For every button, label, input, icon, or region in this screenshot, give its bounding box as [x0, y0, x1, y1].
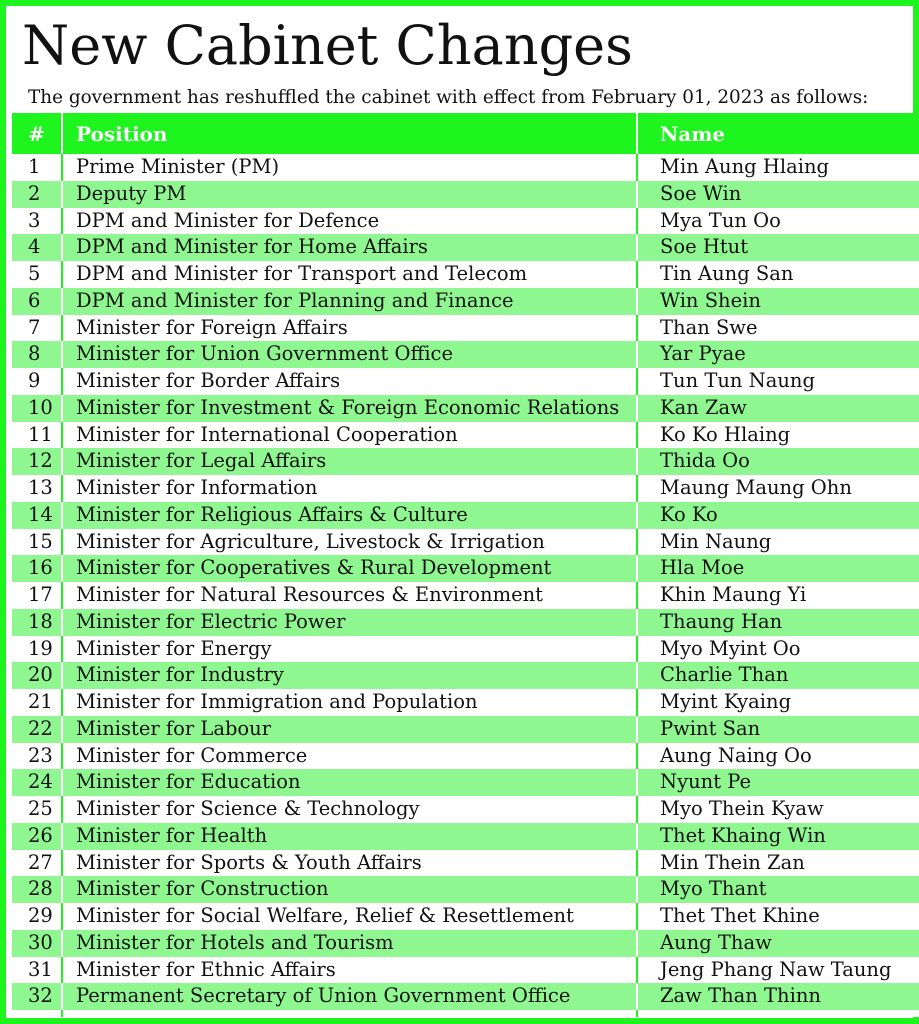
row-number: 4: [28, 235, 41, 259]
row-name: Khin Maung Yi: [636, 582, 919, 609]
row-name: Tun Tun Naung: [636, 368, 919, 395]
row-name: Ko Ko Hlaing: [636, 422, 919, 449]
table-row: [12, 422, 919, 449]
row-position: Minister for Foreign Affairs: [61, 315, 636, 342]
row-position: Minister for Construction: [61, 876, 636, 903]
row-name: Soe Win: [636, 181, 919, 208]
table-row: [12, 154, 919, 181]
table-row: [12, 609, 919, 636]
table-row: [12, 930, 919, 957]
row-name: Min Naung: [636, 529, 919, 556]
row-position: Minister for Industry: [61, 662, 636, 689]
row-position: Minister for International Cooperation: [61, 422, 636, 449]
row-number: 20: [28, 663, 53, 687]
table-row: [12, 555, 919, 582]
row-position: Prime Minister (PM): [61, 154, 636, 181]
row-number: 18: [28, 609, 53, 633]
row-position: Minister for Energy: [61, 636, 636, 663]
row-position: Minister for Labour: [61, 716, 636, 743]
table-row: [12, 957, 919, 984]
row-position: Minister for Religious Affairs & Culture: [61, 502, 636, 529]
table-row: [12, 395, 919, 422]
table-row: [12, 315, 919, 342]
row-position: DPM and Minister for Planning and Finance: [61, 288, 636, 315]
row-number: 11: [28, 422, 53, 446]
table-row: [12, 529, 919, 556]
table-row: [12, 288, 919, 315]
row-number: 7: [28, 315, 41, 339]
row-name: Charlie Than: [636, 662, 919, 689]
row-position: Minister for Commerce: [61, 743, 636, 770]
table-row: [12, 502, 919, 529]
table-row: [12, 876, 919, 903]
row-position: Minister for Electric Power: [61, 609, 636, 636]
row-position: Minister for Ethnic Affairs: [61, 957, 636, 984]
row-number: 2: [28, 181, 41, 205]
row-name: Nyunt Pe: [636, 769, 919, 796]
row-name: Myint Kyaing: [636, 689, 919, 716]
row-number: 8: [28, 342, 41, 366]
row-position: Minister for Social Welfare, Relief & Resettlement: [61, 903, 636, 930]
row-number: 9: [28, 369, 41, 392]
row-number: 13: [28, 476, 53, 499]
row-number: 26: [28, 823, 53, 847]
table-row: [12, 983, 919, 1010]
row-name: Min Thein Zan: [636, 850, 919, 877]
table-row: [12, 208, 919, 235]
page-title: New Cabinet Changes: [22, 14, 633, 77]
table-row: [12, 181, 919, 208]
row-name: Aung Thaw: [636, 930, 919, 957]
row-name: Maung Maung Ohn: [636, 475, 919, 502]
row-position: Minister for Legal Affairs: [61, 448, 636, 475]
table-row: [12, 582, 919, 609]
row-name: Kan Zaw: [636, 395, 919, 422]
row-name: Soe Htut: [636, 234, 919, 261]
row-name: Thida Oo: [636, 448, 919, 475]
row-position: Minister for Hotels and Tourism: [61, 930, 636, 957]
row-name: Thaung Han: [636, 609, 919, 636]
table-row: [12, 689, 919, 716]
row-number: 10: [28, 395, 53, 419]
row-number: 22: [28, 716, 53, 740]
row-number: 1: [28, 155, 41, 178]
row-name: Win Shein: [636, 288, 919, 315]
row-number: 5: [28, 262, 41, 285]
row-number: 6: [28, 288, 41, 312]
row-position: Minister for Sports & Youth Affairs: [61, 850, 636, 877]
table-footer-gap: [12, 1010, 919, 1017]
table-body: [12, 154, 919, 1010]
row-position: Minister for Education: [61, 769, 636, 796]
table-row: [12, 368, 919, 395]
row-number: 23: [28, 743, 53, 767]
row-position: DPM and Minister for Defence: [61, 208, 636, 235]
table-row: [12, 796, 919, 823]
row-number: 28: [28, 877, 53, 901]
row-number: 24: [28, 770, 53, 794]
row-position: DPM and Minister for Home Affairs: [61, 234, 636, 261]
table-row: [12, 769, 919, 796]
row-number: 3: [28, 208, 41, 232]
row-name: Min Aung Hlaing: [636, 154, 919, 181]
row-position: Permanent Secretary of Union Government Office: [61, 983, 636, 1010]
row-number: 16: [28, 556, 53, 580]
row-number: 17: [28, 583, 53, 606]
header-number: #: [28, 121, 45, 146]
row-position: Minister for Information: [61, 475, 636, 502]
row-position: Minister for Health: [61, 823, 636, 850]
row-position: DPM and Minister for Transport and Telecom: [61, 261, 636, 288]
row-position: Minister for Border Affairs: [61, 368, 636, 395]
row-number: 25: [28, 797, 53, 820]
row-position: Minister for Union Government Office: [61, 341, 636, 368]
table-row: [12, 903, 919, 930]
table-row: [12, 850, 919, 877]
row-number: 15: [28, 529, 53, 553]
row-position: Minister for Natural Resources & Environment: [61, 582, 636, 609]
row-name: Yar Pyae: [636, 341, 919, 368]
row-name: Mya Tun Oo: [636, 208, 919, 235]
row-name: Myo Thein Kyaw: [636, 796, 919, 823]
row-name: Tin Aung San: [636, 261, 919, 288]
table-row: [12, 475, 919, 502]
row-position: Minister for Investment & Foreign Economic Relations: [61, 395, 636, 422]
header-name: Name: [636, 113, 919, 154]
row-number: 21: [28, 690, 53, 713]
row-number: 27: [28, 850, 53, 874]
row-position: Minister for Science & Technology: [61, 796, 636, 823]
row-name: Thet Khaing Win: [636, 823, 919, 850]
row-position: Minister for Immigration and Population: [61, 689, 636, 716]
table-row: [12, 716, 919, 743]
row-name: Ko Ko: [636, 502, 919, 529]
table-row: [12, 448, 919, 475]
table-row: [12, 261, 919, 288]
table-row: [12, 823, 919, 850]
header-position: Position: [61, 113, 636, 154]
row-name: Zaw Than Thinn: [636, 983, 919, 1010]
row-name: Pwint San: [636, 716, 919, 743]
table-row: [12, 636, 919, 663]
row-position: Minister for Agriculture, Livestock & Irrigation: [61, 529, 636, 556]
table-row: [12, 341, 919, 368]
table-header: [12, 113, 919, 154]
cabinet-table: [12, 113, 919, 1017]
row-name: Myo Thant: [636, 876, 919, 903]
row-number: 12: [28, 449, 53, 473]
table-row: [12, 743, 919, 770]
row-position: Minister for Cooperatives & Rural Development: [61, 555, 636, 582]
row-number: 32: [28, 984, 53, 1008]
row-number: 14: [28, 502, 53, 526]
row-number: 31: [28, 957, 53, 981]
row-number: 19: [28, 636, 53, 660]
row-name: Than Swe: [636, 315, 919, 342]
table-row: [12, 662, 919, 689]
row-number: 30: [28, 930, 53, 954]
table-row: [12, 234, 919, 261]
page-subtitle: The government has reshuffled the cabinet with effect from February 01, 2023 as follows:: [28, 87, 869, 108]
row-position: Deputy PM: [61, 181, 636, 208]
row-name: Aung Naing Oo: [636, 743, 919, 770]
row-name: Myo Myint Oo: [636, 636, 919, 663]
row-number: 29: [28, 904, 53, 927]
row-name: Jeng Phang Naw Taung: [636, 957, 919, 984]
row-name: Hla Moe: [636, 555, 919, 582]
row-name: Thet Thet Khine: [636, 903, 919, 930]
